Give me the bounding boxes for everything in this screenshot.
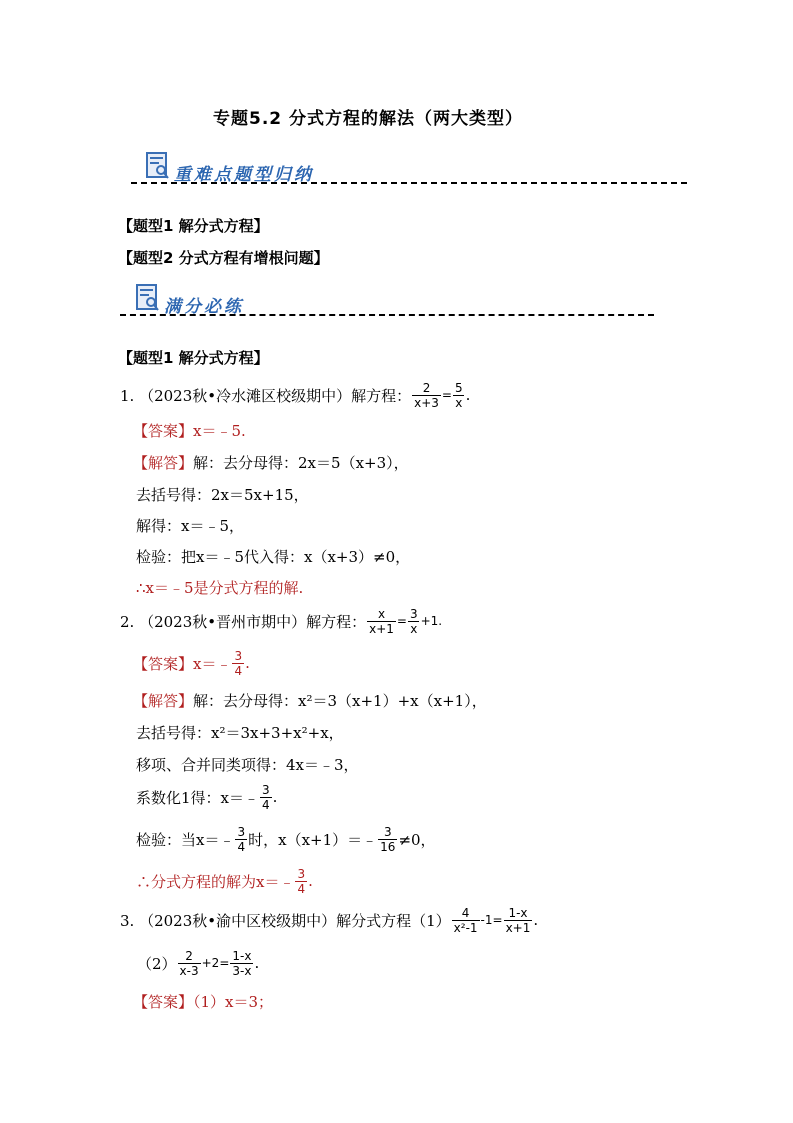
section-divider	[120, 314, 654, 316]
problem-1-answer: 【答案】x＝﹣5.	[133, 422, 246, 440]
problem-2-answer: 【答案】 x＝﹣ $\frac{3}{4}$ .	[133, 648, 250, 678]
fraction: $\frac{3}{4}$	[234, 648, 243, 678]
fraction: $\frac{3}{x}$	[409, 606, 418, 636]
fraction: $\frac{2}{x-3}$	[179, 948, 199, 978]
section-divider	[131, 182, 687, 184]
fraction: $\frac{3}{4}$	[262, 782, 270, 812]
problem-1-conclusion: ∴x＝﹣5是分式方程的解.	[136, 579, 304, 597]
toc-item-type2: 【题型2 分式方程有增根问题】	[118, 249, 329, 267]
section-heading-key-types: 重难点题型归纳	[174, 165, 314, 185]
problem-1-text: 1. （2023秋•冷水滩区校级期中）解方程：	[120, 386, 412, 405]
problem-1-solution-line: 去括号得：2x＝5x+15，	[136, 486, 309, 504]
problem-3-answer: 【答案】（1）x＝3；	[133, 993, 274, 1011]
problem-2-solution-line: 移项、合并同类项得：4x＝﹣3，	[136, 756, 359, 774]
solution-tag: 【解答】	[133, 692, 194, 710]
problem-3-part2: （2） $\frac{2}{x-3}$ +2= $\frac{1-x}{3-x}$ .	[137, 948, 260, 978]
document-search-icon	[146, 152, 170, 180]
problem-2-stem: 2. （2023秋•晋州市期中）解方程： $\frac{x}{x+1}$ = $\frac{3}{x}$ +1.	[120, 606, 443, 636]
problem-2-solution-line: 检验：当x＝﹣ $\frac{3}{4}$ 时，x（x+1）＝﹣ $\frac{3}{16}$ ≠0，	[136, 824, 436, 854]
fraction: $\frac{3}{16}$	[380, 824, 396, 854]
fraction: $\frac{4}{\text{x²-1}}$	[453, 905, 478, 935]
problem-2-text: 2. （2023秋•晋州市期中）解方程：	[120, 612, 367, 631]
page-title: 专题5.2 分式方程的解法（两大类型）	[213, 109, 524, 129]
fraction: $\frac{1-x}{3-x}$	[232, 948, 252, 978]
fraction: $\frac{x}{x+1}$	[369, 606, 394, 636]
problem-2-conclusion: ∴分式方程的解为x＝﹣ $\frac{3}{4}$ .	[136, 866, 313, 896]
document-search-icon	[136, 284, 160, 312]
answer-tag: 【答案】	[133, 422, 194, 440]
answer-tag: 【答案】	[133, 654, 194, 673]
problem-1-solution-line: 检验：把x＝﹣5代入得：x（x+3）≠0，	[136, 548, 411, 566]
toc-item-type1: 【题型1 解分式方程】	[118, 217, 269, 235]
problem-2-solution-line: 去括号得：x²＝3x+3+x²+x，	[136, 724, 344, 742]
section-heading-practice: 满分必练	[164, 297, 244, 317]
fraction: $\frac{2}{x+3}$	[414, 380, 439, 410]
problem-2-solution-line: 【解答】解：去分母得：x²＝3（x+1）+x（x+1），	[133, 692, 487, 710]
fraction: $\frac{3}{4}$	[237, 824, 246, 854]
solution-tag: 【解答】	[133, 454, 194, 472]
problem-1-stem: 1. （2023秋•冷水滩区校级期中）解方程： $\frac{2}{x+3}$ = $\frac{5}{x}$ .	[120, 380, 471, 410]
problem-3-text: 3. （2023秋•渝中区校级期中）解分式方程（1）	[120, 911, 451, 930]
fraction: $\frac{3}{4}$	[297, 866, 306, 896]
answer-tag: 【答案】	[133, 993, 194, 1011]
problem-1-solution-line: 【解答】解：去分母得：2x＝5（x+3），	[133, 454, 409, 472]
fraction: $\frac{5}{x}$	[454, 380, 463, 410]
type1-heading: 【题型1 解分式方程】	[118, 349, 269, 367]
fraction: $\frac{1-x}{x+1}$	[505, 905, 531, 935]
problem-2-solution-line: 系数化1得：x＝﹣ $\frac{3}{4}$ .	[136, 782, 278, 812]
problem-1-solution-line: 解得：x＝﹣5，	[136, 517, 245, 535]
problem-3-stem: 3. （2023秋•渝中区校级期中）解分式方程（1） $\frac{4}{\text{x²-1}}$ -1= $\frac{1-x}{x+1}$ .	[120, 905, 539, 935]
